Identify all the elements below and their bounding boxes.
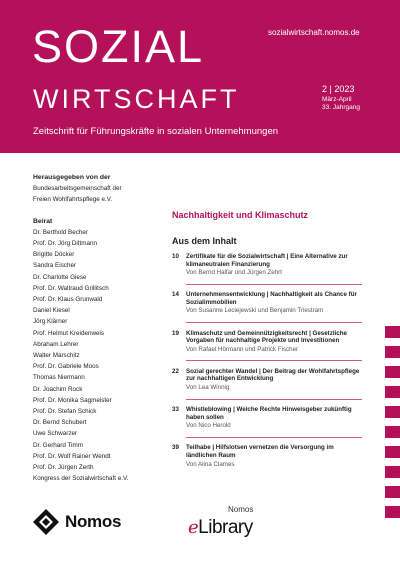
toc-divider (186, 437, 362, 438)
board-member: Prof. Helmut Kreidenweis (33, 329, 105, 337)
toc-authors: Von Rafael Hörmann und Patrick Fischer (186, 345, 299, 353)
toc-title: Whistleblowing | Welche Rechte Hinweisgeber zukünftig haben sollen (186, 406, 352, 421)
table-of-contents (172, 253, 362, 475)
issue-date (322, 96, 360, 112)
board-member: Prof. Dr. Gabriele Moos (33, 363, 99, 371)
toc-page: 22 (172, 367, 179, 375)
toc-item[interactable] (172, 330, 362, 354)
editors-heading: Herausgegeben von der (33, 174, 111, 181)
toc-divider (186, 322, 362, 323)
edge-tab (385, 346, 400, 358)
edge-tab (385, 366, 400, 378)
editors-line2: Freien Wohlfahrtspflege e.V. (33, 196, 113, 204)
journal-title: SOZIAL (32, 21, 205, 72)
edge-tab (385, 386, 400, 398)
toc-divider (186, 360, 362, 361)
toc-body (186, 406, 362, 430)
cover-header (0, 0, 400, 153)
toc-page: 33 (172, 406, 179, 414)
nomos-name: Nomos (65, 512, 122, 531)
board-member: Jörg Klärner (33, 318, 68, 326)
toc-authors: Von Lea Winnig (186, 384, 230, 392)
edge-tab (385, 486, 400, 498)
toc-page: 10 (172, 253, 179, 260)
edge-tab (385, 406, 400, 418)
toc-body (186, 253, 362, 277)
elibrary-text: Library (198, 517, 253, 538)
toc-title: Zertifikate für die Sozialwirtschaft | Eine Alternative zur klimaneutralen Finanzierung (186, 253, 348, 268)
toc-page: 39 (172, 444, 179, 452)
editorial-board (33, 172, 173, 484)
edge-tab (385, 446, 400, 458)
toc-body (186, 291, 362, 315)
journal-url[interactable]: sozialwirtschaft.nomos.de (268, 28, 360, 37)
journal-title-sub: WIRTSCHAFT (33, 84, 240, 114)
issue-year: 33. Jahrgang (322, 104, 360, 111)
board-member: Kongress der Sozialwirtschaft e.V. (33, 475, 129, 483)
toc-page: 14 (172, 291, 179, 299)
board-member: Dr. Charlotte Giese (33, 273, 87, 281)
toc-page: 19 (172, 329, 179, 337)
elibrary-wordmark (188, 517, 253, 539)
toc-item[interactable] (172, 291, 362, 315)
elibrary-nomos: Nomos (228, 505, 254, 514)
board-member: Prof. Dr. Waltraud Grillitsch (33, 284, 109, 292)
board-list (33, 227, 173, 485)
issue-month: März-April (322, 96, 352, 103)
board-member: Walter Marschitz (33, 352, 80, 360)
board-member: Sandra Eischer (33, 262, 77, 270)
elibrary-logo (188, 505, 253, 539)
board-member: Abraham Lehrer (33, 340, 79, 348)
toc-item[interactable] (172, 444, 362, 468)
board-member: Dr. Joachim Rock (33, 385, 83, 393)
toc-body (186, 330, 362, 354)
board-member: Brigitte Döcker (33, 251, 75, 259)
board-heading: Beirat (33, 217, 53, 225)
edge-tab (385, 426, 400, 438)
toc-authors: Von Bernd Halfar und Jürgen Zehrt (186, 269, 282, 277)
edge-tab (385, 506, 400, 518)
board-member: Prof. Dr. Jörg Dittmann (33, 240, 98, 248)
focus-topic: Nachhaltigkeit und Klimaschutz (172, 210, 309, 220)
edge-tab (385, 466, 400, 478)
board-member: Dr. Gerhard Timm (33, 441, 84, 449)
board-member: Uwe Schwarzer (33, 430, 78, 438)
board-member: Prof. Dr. Stefan Schick (33, 408, 97, 416)
edge-tab (385, 326, 400, 338)
toc-authors: Von Susanne Leciejewski und Benjamin Triestram (186, 307, 324, 315)
toc-title: Unternehmensentwicklung | Nachhaltigkeit als Chance für Sozialimmobilien (186, 291, 357, 306)
toc-divider (186, 399, 362, 400)
toc-authors: Von Alina Clames (186, 460, 235, 468)
toc-authors: Von Nico Herold (186, 422, 231, 430)
board-member: Dr. Bernd Schubert (33, 419, 87, 427)
journal-subtitle: Zeitschrift für Führungskräfte in sozialen Unternehmungen (33, 126, 279, 137)
toc-divider (186, 284, 362, 285)
toc-title: Klimaschutz und Gemeinnützigkeitsrecht | Gesetzliche Vorgaben für nachhaltige Projekte und Investitionen (186, 329, 347, 345)
board-member: Prof. Dr. Monika Sagmeister (33, 396, 112, 404)
toc-title: Teilhabe | Hilfslotsen vernetzen die Versorgung im ländlichen Raum (186, 444, 334, 459)
toc-body (186, 444, 362, 468)
contents-heading: Aus dem Inhalt (172, 236, 237, 246)
editors-line1: Bundesarbeitsgemeinschaft der (33, 185, 122, 193)
toc-item[interactable] (172, 406, 362, 430)
elibrary-e: e (188, 517, 199, 538)
issue-number: 2 | 2023 (322, 84, 355, 94)
toc-item[interactable] (172, 368, 362, 392)
board-member: Thomas Niermann (33, 374, 85, 382)
toc-title: Sozial gerechter Wandel | Der Beitrag der Wohlfahrtspflege zur nachhaltigen Entwicklung (186, 367, 360, 383)
board-member: Prof. Dr. Klaus Grunwald (33, 296, 103, 304)
nomos-logo (33, 509, 121, 535)
board-member: Daniel Kiesel (33, 307, 70, 315)
board-member: Dr. Berthold Becher (33, 228, 88, 236)
nomos-mark-icon (33, 509, 59, 535)
board-member: Prof. Dr. Jürgen Zerth (33, 464, 94, 472)
toc-body (186, 368, 362, 392)
board-member: Prof. Dr. Wolf Rainer Wendt (33, 452, 111, 460)
toc-item[interactable] (172, 253, 362, 277)
